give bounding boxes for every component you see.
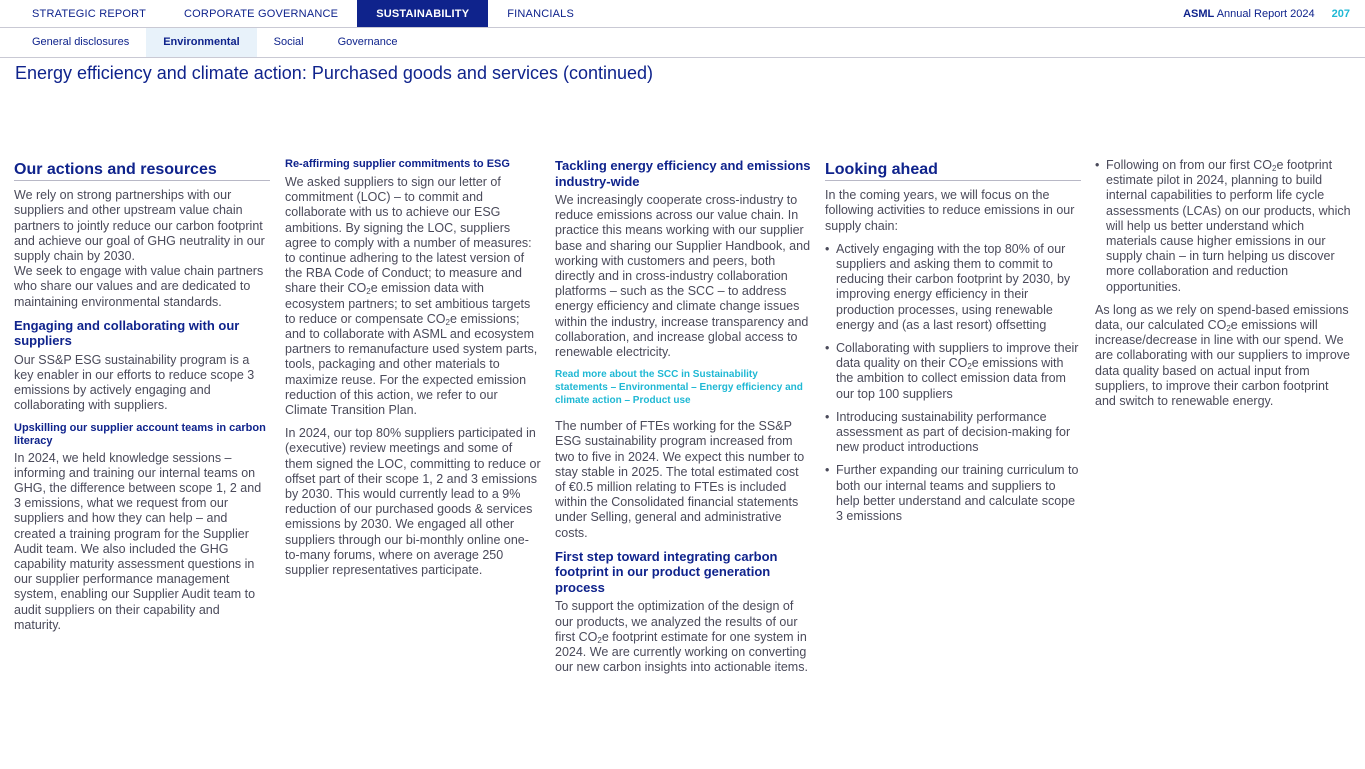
- page-title: Energy efficiency and climate action: Purchased goods and services (continued): [15, 63, 654, 83]
- tab-strategic-report[interactable]: STRATEGIC REPORT: [32, 8, 147, 20]
- paragraph: To support the optimization of the design of our products, we analyzed the results of our first $CO_2e$ footprint estimate for one system in 2024. We are currently working on converting our new carbon insights into actionable items.: [555, 599, 808, 675]
- column-looking-ahead: [825, 158, 1081, 532]
- list-item: • Introducing sustainability performance assessment as part of decision-making for new product introductions: [825, 409, 1071, 455]
- heading-first-step: First step toward integrating carbon footprint in our product generation process: [555, 548, 778, 595]
- subtab-general-disclosures[interactable]: General disclosures: [32, 36, 130, 48]
- heading-actions-resources: Our actions and resources: [14, 158, 270, 181]
- report-brand: [1183, 0, 1350, 27]
- section-tabs: [0, 0, 593, 27]
- list-item: • Following on from our first $CO_2e$ footprint estimate pilot in 2024, planning to build internal capabilities to perform life cycle assessments (LCAs) on our products, which will help us better understand which materials cause higher emissions in our supply chain – in turn helping us discover more collaboration and reduction opportunities.: [1095, 158, 1351, 294]
- subtab-social[interactable]: Social: [273, 36, 304, 48]
- paragraph: We increasingly cooperate cross-industry to reduce emissions across our value chain. In practice this means working with our supplier base and sharing our Supplier Handbook, and working with customers and peers, both directly and in cross-industry collaboration platforms – such as the SCC – to address energy efficiency and climate change issues within the industry, increase transparency and collaboration, and increase global access to renewable electricity.: [555, 193, 811, 360]
- column-commitments: [285, 158, 541, 586]
- subtab-governance[interactable]: Governance: [337, 36, 398, 48]
- tab-sustainability[interactable]: SUSTAINABILITY: [357, 0, 488, 27]
- paragraph: The number of FTEs working for the SS&P ESG sustainability program increased from two to five in 2024. We expect this number to stay stable in 2025. The total estimated cost of €0.5 million relating to FTEs is included within the Consolidated financial statements under Selling, general and administrative costs.: [555, 419, 805, 540]
- sub-navigation: [0, 28, 1365, 58]
- tab-financials[interactable]: FINANCIALS: [507, 8, 575, 20]
- paragraph: We seek to engage with value chain partners who share our values and are dedicated to maintaining environmental standards.: [14, 264, 264, 309]
- paragraph: In 2024, our top 80% suppliers participated in (executive) review meetings and some of them signed the LOC, committing to reduce or offset part of their scope 1, 2 and 3 emissions by 2030. This would currently lead to a 9% reduction of our purchased goods & services emissions by 2030. We engaged all other suppliers through our bi-monthly online one-to-many forums, where on average 250 supplier representatives participate.: [285, 426, 541, 578]
- list-item: • Further expanding our training curriculum to both our internal teams and suppliers to help better understand and calculate scope 3 emissions: [825, 463, 1079, 524]
- heading-tackling: Tackling energy efficiency and emissions industry-wide: [555, 158, 811, 189]
- brand-report: Annual Report 2024: [1216, 8, 1315, 20]
- column-actions: [14, 158, 270, 641]
- paragraph: Our SS&P ESG sustainability program is a key enabler in our efforts to reduce scope 3 emissions by actively engaging and collaborating with suppliers.: [14, 352, 255, 413]
- brand-name: ASML: [1183, 8, 1215, 20]
- column-industry: [555, 158, 811, 683]
- heading-looking-ahead: Looking ahead: [825, 158, 1081, 181]
- heading-engaging: Engaging and collaborating with our suppliers: [14, 317, 240, 349]
- subtab-environmental[interactable]: Environmental: [146, 28, 256, 57]
- scc-link[interactable]: Read more about the SCC in Sustainability statements – Environmental – Energy efficiency and climate action – Product use: [555, 369, 803, 407]
- paragraph: In 2024, we held knowledge sessions – informing and training our internal teams on GHG, the difference between scope 1, 2 and 3 emissions, what we request from our suppliers and how they can help – and created a training program for the Supplier Audit team. We also included the GHG capability maturity assessment questions in our supplier performance management system, enabling our Supplier Audit team to audit suppliers on their capability and maturity.: [14, 450, 262, 632]
- page-number: 207: [1331, 8, 1350, 20]
- column-continued: [1095, 158, 1351, 417]
- tab-corporate-governance[interactable]: CORPORATE GOVERNANCE: [184, 8, 339, 20]
- list-item: • Collaborating with suppliers to improve their data quality on their $CO_2e$ emissions with the ambition to collect emission data from our top 100 suppliers: [825, 341, 1079, 401]
- paragraph: As long as we rely on spend-based emissions data, our calculated $CO_2e$ emissions will increase/decrease in line with our spend. We are collaborating with our suppliers to improve data quality based on actual input from suppliers, to improve their carbon footprint and switch to renewable energy.: [1095, 302, 1350, 409]
- focus-list: [825, 242, 1081, 524]
- heading-reaffirming: Re-affirming supplier commitments to ESG: [285, 158, 510, 170]
- paragraph: In the coming years, we will focus on the following activities to reduce emissions in our supply chain:: [825, 188, 1075, 233]
- heading-upskilling: Upskilling our supplier account teams in carbon literacy: [14, 421, 266, 447]
- paragraph: We asked suppliers to sign our letter of commitment (LOC) – to commit and collaborate with us to achieve our ESG ambitions. By signing the LOC, suppliers agree to comply with a number of measures: to continue adhering to the latest version of the RBA Code of Conduct; to measure and share their $CO_2e$ emission data with ecosystem partners; to set ambitious targets to reduce or compensate $CO_2e$ emissions; and to collaborate with ASML and ecosystem partners to remanufacture used system parts, tools, packaging and other materials to maximize reuse. For the expected emission reduction of this action, we refer to our Climate Transition Plan.: [285, 175, 538, 418]
- top-navigation: [0, 0, 1365, 28]
- paragraph: We rely on strong partnerships with our suppliers and other upstream value chain partners to jointly reduce our carbon footprint and achieve our goal of GHG neutrality in our supply chain by 2030.: [14, 188, 265, 264]
- focus-list-continued: [1095, 158, 1351, 295]
- list-item: • Actively engaging with the top 80% of our suppliers and asking them to commit to reducing their carbon footprint by 2030, by improving energy efficiency in their production processes, using renewable energy and (as a last resort) offsetting: [825, 241, 1071, 332]
